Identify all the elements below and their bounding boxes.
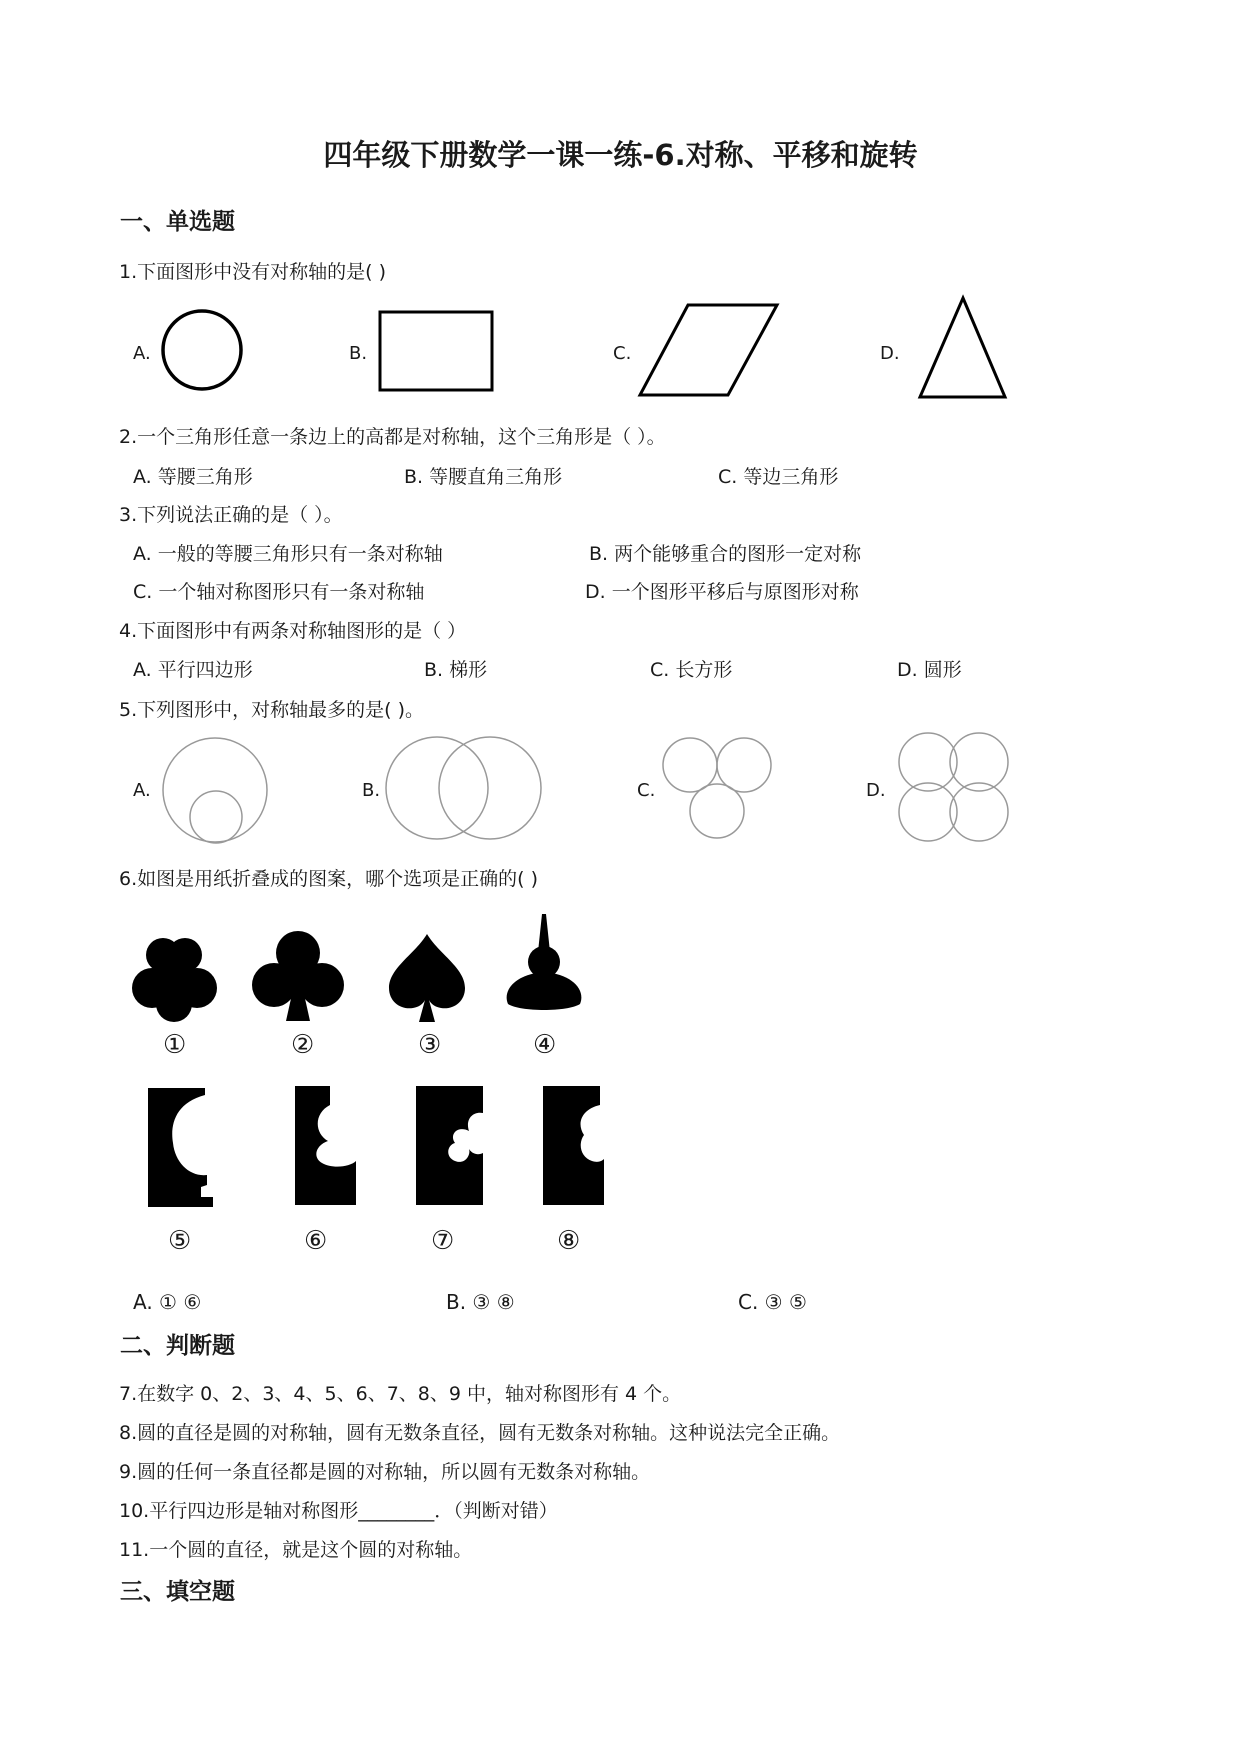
- q4-option-d: D. 圆形: [897, 659, 962, 681]
- q6-figure-6-folded: [292, 1083, 367, 1208]
- section-heading-single-choice: 一、单选题: [120, 209, 235, 235]
- q6-figure-8-folded: [540, 1083, 615, 1208]
- q6-label-5: ⑤: [168, 1226, 192, 1256]
- q3-option-d: D. 一个图形平移后与原图形对称: [585, 581, 859, 603]
- q4-option-c: C. 长方形: [650, 659, 733, 681]
- question-1-text: 1.下面图形中没有对称轴的是( ): [119, 261, 386, 283]
- q6-label-7: ⑦: [431, 1226, 455, 1256]
- q6-option-a: A. ① ⑥: [133, 1290, 202, 1314]
- q6-label-6: ⑥: [304, 1226, 328, 1256]
- q6-label-8: ⑧: [557, 1226, 581, 1256]
- section-heading-true-false: 二、判断题: [120, 1333, 235, 1359]
- q1-parallelogram-figure: [635, 300, 785, 400]
- page-title: 四年级下册数学一课一练-6.对称、平移和旋转: [323, 138, 918, 172]
- q6-figure-5-folded: [145, 1085, 220, 1210]
- q5-figure-b: [385, 735, 550, 845]
- q2-option-c: C. 等边三角形: [718, 466, 839, 488]
- question-6-text: 6.如图是用纸折叠成的图案，哪个选项是正确的( ): [119, 868, 538, 890]
- q1-label-a: A.: [133, 343, 151, 364]
- q6-figure-4-gourd: [498, 912, 593, 1022]
- q3-option-a: A. 一般的等腰三角形只有一条对称轴: [133, 543, 443, 565]
- q6-figure-2-club: [248, 925, 348, 1025]
- q1-label-b: B.: [349, 343, 368, 364]
- q3-option-b: B. 两个能够重合的图形一定对称: [589, 543, 862, 565]
- q1-circle-figure: [160, 305, 250, 395]
- q6-option-b: B. ③ ⑧: [446, 1290, 515, 1314]
- question-4-text: 4.下面图形中有两条对称轴图形的是（ ）: [119, 620, 467, 642]
- q2-option-b: B. 等腰直角三角形: [404, 466, 563, 488]
- q3-option-c: C. 一个轴对称图形只有一条对称轴: [133, 581, 425, 603]
- q5-label-a: A.: [133, 780, 151, 801]
- q5-figure-a: [160, 735, 275, 850]
- question-5-text: 5.下列图形中，对称轴最多的是( )。: [119, 699, 424, 721]
- q6-figure-7-folded: [413, 1083, 488, 1208]
- question-11-text: 11.一个圆的直径，就是这个圆的对称轴。: [119, 1539, 473, 1561]
- q6-option-c: C. ③ ⑤: [738, 1290, 807, 1314]
- q5-figure-c: [660, 735, 780, 845]
- q5-label-c: C.: [637, 780, 656, 801]
- q6-label-2: ②: [291, 1030, 315, 1060]
- q6-label-1: ①: [163, 1030, 187, 1060]
- q5-label-b: B.: [362, 780, 381, 801]
- question-8-text: 8.圆的直径是圆的对称轴，圆有无数条直径，圆有无数条对称轴。这种说法完全正确。: [119, 1422, 841, 1444]
- question-9-text: 9.圆的任何一条直径都是圆的对称轴，所以圆有无数条对称轴。: [119, 1461, 651, 1483]
- q6-label-4: ④: [533, 1030, 557, 1060]
- q4-option-b: B. 梯形: [424, 659, 488, 681]
- q6-figure-1-trefoil: [128, 930, 223, 1025]
- section-heading-fill-blank: 三、填空题: [120, 1579, 235, 1605]
- q6-figure-3-spade: [385, 930, 470, 1025]
- q4-option-a: A. 平行四边形: [133, 659, 253, 681]
- question-7-text: 7.在数字 0、2、3、4、5、6、7、8、9 中，轴对称图形有 4 个。: [119, 1383, 682, 1405]
- question-10-text: 10.平行四边形是轴对称图形________．（判断对错）: [119, 1500, 558, 1522]
- question-2-text: 2.一个三角形任意一条边上的高都是对称轴，这个三角形是（ ）。: [119, 426, 666, 448]
- q6-label-3: ③: [418, 1030, 442, 1060]
- q1-label-c: C.: [613, 343, 632, 364]
- q2-option-a: A. 等腰三角形: [133, 466, 253, 488]
- question-3-text: 3.下列说法正确的是（ ）。: [119, 504, 343, 526]
- q1-rectangle-figure: [375, 308, 500, 393]
- q1-label-d: D.: [880, 343, 900, 364]
- q1-triangle-figure: [915, 294, 1015, 400]
- q5-label-d: D.: [866, 780, 886, 801]
- q5-figure-d: [895, 730, 1015, 845]
